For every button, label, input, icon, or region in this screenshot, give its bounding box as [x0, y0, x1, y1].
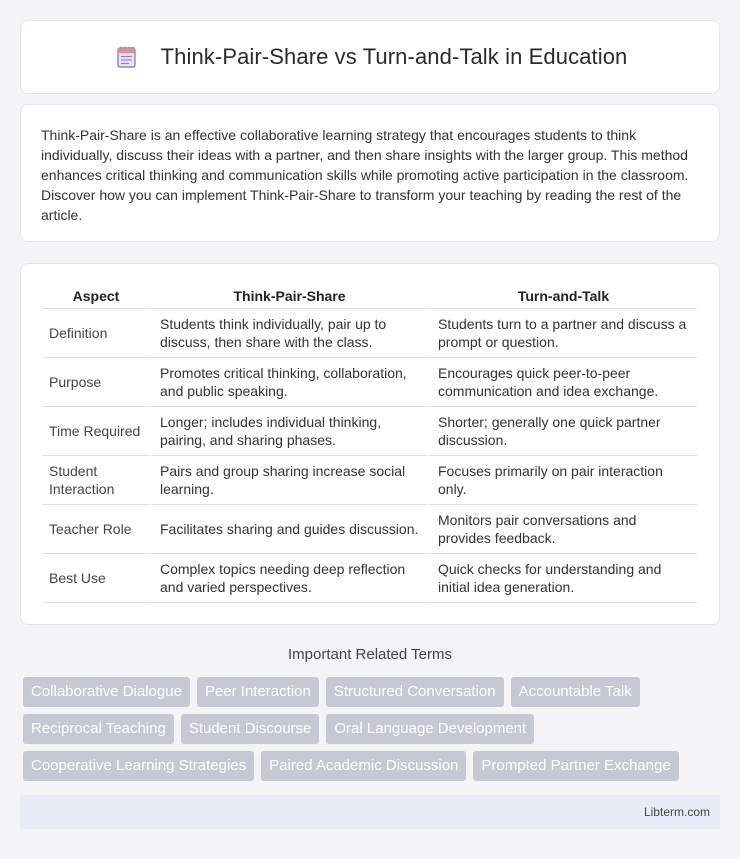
cell-aspect: Teacher Role: [43, 505, 149, 554]
header-turn-and-talk: Turn-and-Talk: [427, 284, 697, 309]
cell-turn-and-talk: Encourages quick peer-to-peer communication and idea exchange.: [427, 358, 697, 407]
comparison-card: [20, 263, 720, 625]
notebook-icon: [113, 44, 139, 70]
page-title: Think-Pair-Share vs Turn-and-Talk in Education: [160, 44, 628, 69]
related-terms-title: Important Related Terms: [288, 646, 452, 663]
table-row: [43, 358, 697, 407]
table-row: [43, 456, 697, 505]
cell-turn-and-talk: Focuses primarily on pair interaction only.: [427, 456, 697, 505]
intro-card: [20, 104, 720, 242]
footer-brand[interactable]: Libterm.com: [643, 805, 710, 819]
tag-peer-interaction[interactable]: Peer Interaction: [197, 677, 319, 707]
table-header-row: [43, 284, 697, 309]
tag-student-discourse[interactable]: Student Discourse: [181, 714, 320, 744]
tag-collaborative-dialogue[interactable]: Collaborative Dialogue: [23, 677, 190, 707]
table-row: [43, 505, 697, 554]
header-card: [20, 20, 720, 94]
tag-structured-conversation[interactable]: Structured Conversation: [326, 677, 504, 707]
table-row: [43, 407, 697, 456]
cell-think-pair-share: Longer; includes individual thinking, pairing, and sharing phases.: [149, 407, 427, 456]
cell-turn-and-talk: Shorter; generally one quick partner discussion.: [427, 407, 697, 456]
cell-think-pair-share: Students think individually, pair up to discuss, then share with the class.: [149, 309, 427, 358]
cell-aspect: Time Required: [43, 407, 149, 456]
tag-oral-language-development[interactable]: Oral Language Development: [326, 714, 534, 744]
tag-accountable-talk[interactable]: Accountable Talk: [511, 677, 640, 707]
header-aspect: Aspect: [43, 284, 149, 309]
cell-think-pair-share: Pairs and group sharing increase social learning.: [149, 456, 427, 505]
cell-think-pair-share: Facilitates sharing and guides discussion.: [149, 505, 427, 554]
cell-think-pair-share: Promotes critical thinking, collaboration, and public speaking.: [149, 358, 427, 407]
tag-reciprocal-teaching[interactable]: Reciprocal Teaching: [23, 714, 174, 744]
tag-prompted-partner-exchange[interactable]: Prompted Partner Exchange: [473, 751, 678, 781]
header-think-pair-share: Think-Pair-Share: [149, 284, 427, 309]
tag-row: [23, 714, 723, 745]
footer: [20, 795, 720, 829]
table-row: [43, 309, 697, 358]
tag-cooperative-learning-strategies[interactable]: Cooperative Learning Strategies: [23, 751, 254, 781]
tag-row: [23, 751, 723, 782]
table-row: [43, 554, 697, 603]
tag-paired-academic-discussion[interactable]: Paired Academic Discussion: [261, 751, 466, 781]
cell-turn-and-talk: Monitors pair conversations and provides feedback.: [427, 505, 697, 554]
cell-think-pair-share: Complex topics needing deep reflection and varied perspectives.: [149, 554, 427, 603]
cell-aspect: Definition: [43, 309, 149, 358]
related-terms-list: [23, 677, 723, 788]
cell-turn-and-talk: Quick checks for understanding and initial idea generation.: [427, 554, 697, 603]
cell-aspect: Purpose: [43, 358, 149, 407]
cell-aspect: Best Use: [43, 554, 149, 603]
comparison-table: [43, 284, 697, 603]
cell-aspect: Student Interaction: [43, 456, 149, 505]
tag-row: [23, 677, 723, 708]
intro-text: Think-Pair-Share is an effective collaborative learning strategy that encourages students to think individually, discuss their ideas with a partner, and then share insights with the larger group. This method enhances critical thinking and communication skills while promoting active participation in the classroom. Discover how you can implement Think-Pair-Share to transform your teaching by reading the rest of the article.: [41, 127, 689, 223]
cell-turn-and-talk: Students turn to a partner and discuss a prompt or question.: [427, 309, 697, 358]
